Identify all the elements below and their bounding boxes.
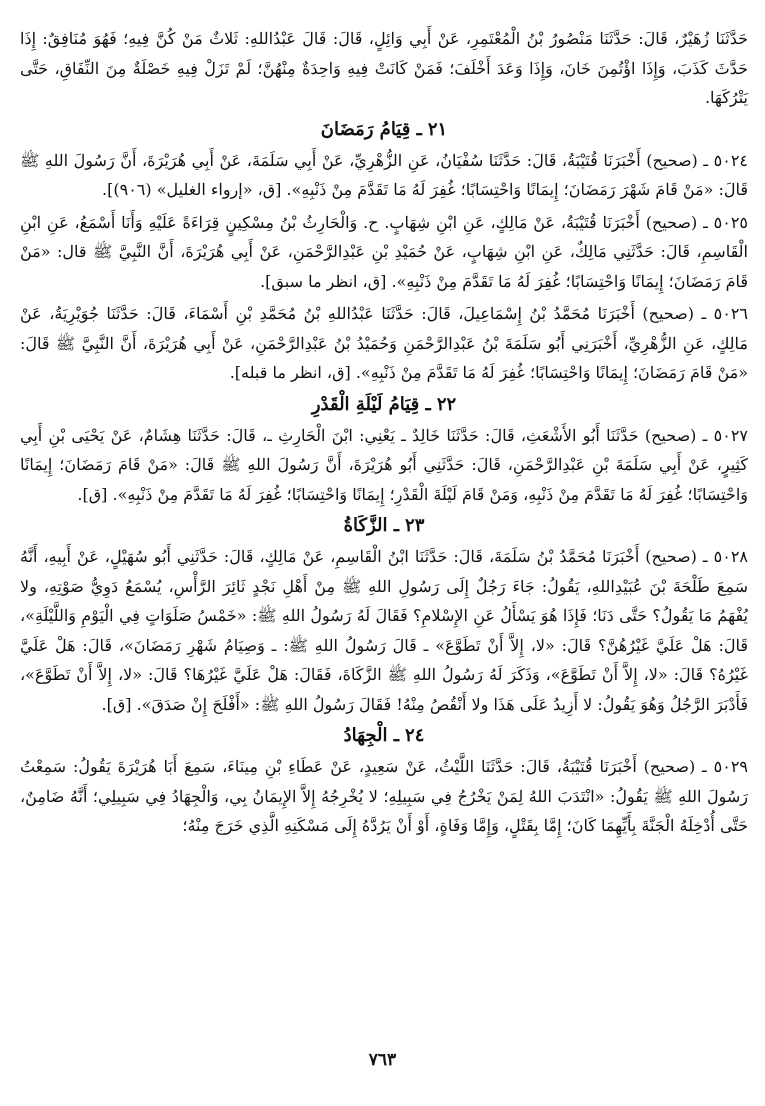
chapter-number: ٢٤: [405, 725, 425, 746]
chapter-heading-24: [20, 722, 748, 750]
hadith-5026: ٥٠٢٦ ـ (صحيح) أَخْبَرَنَا مُحَمَّدُ بْنُ إِسْمَاعِيلَ، قَالَ: حَدَّثَنَا عَبْدُاللهِ بْنُ مُحَمَّدِ بْنِ أَسْمَاءَ، قَالَ: حَدَّثَنَا جُوَيْرِيَةُ، عَنْ مَالِكٍ، عَنِ الزُّهْرِيِّ، أَخْبَرَنِي أَبُو سَلَمَةَ بْنُ عَبْدِالرَّحْمَنِ وَحُمَيْدُ بْنُ عَبْدِالرَّحْمَنِ، عَنْ أَبِي هُرَيْرَةَ، أَنَّ النَّبِيَّ ﷺ قَالَ: «مَنْ قَامَ رَمَضَانَ؛ إِيمَانًا وَاحْتِسَابًا؛ غُفِرَ لَهُ مَا تَقَدَّمَ مِنْ ذَنْبِهِ». [ق، انظر ما قبله].: [20, 304, 748, 382]
chapter-title: ـ قِيَامُ لَيْلَةِ الْقَدْرِ: [311, 393, 431, 415]
chapter-heading-23: [20, 512, 748, 540]
hadith-5028: ٥٠٢٨ ـ (صحيح) أَخْبَرَنَا مُحَمَّدُ بْنُ سَلَمَةَ، قَالَ: حَدَّثَنَا ابْنُ الْقَاسِمِ، عَنْ مَالِكٍ، قَالَ: حَدَّثَنِي أَبُو سُهَيْلٍ، عَنْ أَبِيهِ، أَنَّهُ سَمِعَ طَلْحَةَ بْنَ عُبَيْدِاللهِ، يَقُولُ: جَاءَ رَجُلٌ إِلَى رَسُولِ اللهِ ﷺ مِنْ أَهْلِ نَجْدٍ ثَائِرَ الرَّأْسِ، يُسْمَعُ دَوِيُّ صَوْتِهِ، ولا يُفْهَمُ مَا يَقُولُ؟ حَتَّى دَنَا؛ فَإِذَا هُوَ يَسْأَلُ عَنِ الإِسْلامِ؟ فَقَالَ لَهُ رَسُولُ اللهِ ﷺ: «خَمْسُ صَلَوَاتٍ فِي الْيَوْمِ وَاللَّيْلَةِ»، قَالَ: هَلْ عَلَيَّ غَيْرُهُنَّ؟ قَالَ: «لا، إِلاَّ أَنْ تَطَوَّعَ» ـ قَالَ رَسُولُ اللهِ ﷺ: ـ وَصِيَامُ شَهْرِ رَمَضَانَ»، قَالَ: هَلْ عَلَيَّ غَيْرُهُ؟ قَالَ: «لا، إِلاَّ أَنْ تَطَوَّعَ»، وَذَكَرَ لَهُ رَسُولُ اللهِ ﷺ الزَّكَاةَ، فَقَالَ: هَلْ عَلَيَّ غَيْرُهَا؟ قَالَ: «لا، إِلاَّ أَنْ تَطَوَّعَ»، فَأَدْبَرَ الرَّجُلُ وَهُوَ يَقُولُ: لا أَزِيدُ عَلَى هَذَا ولا أَنْقُصُ مِنْهُ! فَقَالَ رَسُولُ اللهِ ﷺ: «أَفْلَحَ إِنْ صَدَقَ». [ق].: [20, 547, 748, 714]
chapter-title: ـ قِيَامُ رَمَضَانَ: [320, 118, 422, 140]
chapter-title: ـ الْجِهَادُ: [343, 725, 400, 746]
chapter-number: ٢٢: [436, 393, 457, 415]
chapter-heading-22: [20, 391, 748, 419]
chapter-number: ٢١: [427, 118, 448, 140]
chapter-number: ٢٣: [405, 515, 425, 536]
hadith-5025: ٥٠٢٥ ـ (صحيح) أَخْبَرَنَا قُتَيْبَةُ، عَنْ مَالِكٍ، عَنِ ابْنِ شِهَابٍ. ح. وَالْحَارِثُ بْنُ مِسْكِينٍ قِرَاءَةً عَلَيْهِ وَأَنَا أَسْمَعُ، عَنِ ابْنِ الْقَاسِمِ، قَالَ: حَدَّثَنِي مَالِكٌ، عَنِ ابْنِ شِهَابٍ، عَنْ حُمَيْدِ بْنِ عَبْدِالرَّحْمَنِ، عَنْ أَبِي هُرَيْرَةَ، أَنَّ النَّبِيَّ ﷺ قال: «مَنْ قَامَ رَمَضَانَ؛ إِيمَانًا وَاحْتِسَابًا؛ غُفِرَ لَهُ مَا تَقَدَّمَ مِنْ ذَنْبِهِ». [ق، انظر ما سبق].: [20, 212, 749, 291]
book-page: [20, 24, 748, 1084]
hadith-continuation: حَدَّثَنَا زُهَيْرٌ، قَالَ: حَدَّثَنَا مَنْصُورُ بْنُ الْمُعْتَمِرِ، عَنْ أَبِي وَائِلٍ، قَالَ: قَالَ عَبْدُاللهِ: ثَلاثٌ مَنْ كُنَّ فِيهِ؛ فَهُوَ مُنَافِقٌ: إِذَا حَدَّثَ كَذَبَ، وَإِذَا اؤْتُمِنَ خَانَ، وَإِذَا وَعَدَ أَخْلَفَ؛ فَمَنْ كَانَتْ فِيهِ وَاحِدَةٌ مِنْهُنَّ؛ لَمْ تَزَلْ فِيهِ خَصْلَةٌ مِنَ النِّفَاقِ، حَتَّى يَتْرُكَهَا.: [20, 29, 748, 107]
chapter-title: ـ الزَّكَاةُ: [343, 515, 400, 536]
hadith-5029: ٥٠٢٩ ـ (صحيح) أَخْبَرَنَا قُتَيْبَةُ، قَالَ: حَدَّثَنَا اللَّيْثُ، عَنْ سَعِيدٍ، عَنْ عَطَاءِ بْنِ مِينَاءَ، سَمِعَ أَبَا هُرَيْرَةَ يَقُولُ: سَمِعْتُ رَسُولَ اللهِ ﷺ يَقُولُ: «انْتَدَبَ اللهُ لِمَنْ يَخْرُجُ فِي سَبِيلِهِ؛ لا يُخْرِجُهُ إِلاَّ الإِيمَانُ بِي، وَالْجِهَادُ فِي سَبِيلِي؛ أَنَّهُ ضَامِنٌ، حَتَّى أُدْخِلَهُ الْجَنَّةَ بِأَيِّهِمَا كَانَ؛ إِمَّا بِقَتْلٍ، وَإِمَّا وَفَاةٍ، أَوْ أَنْ يَرُدَّهُ إِلَى مَسْكَنِهِ الَّذِي خَرَجَ مِنْهُ؛: [20, 757, 748, 835]
hadith-5027: ٥٠٢٧ ـ (صحيح) حَدَّثَنَا أَبُو الأَشْعَثِ، قَالَ: حَدَّثَنَا خَالِدٌ ـ يَعْنِي: ابْنَ الْحَارِثِ ـ، قَالَ: حَدَّثَنَا هِشَامٌ، عَنْ يَحْيَى بْنِ أَبِي كَثِيرٍ، عَنْ أَبِي سَلَمَةَ بْنِ عَبْدِالرَّحْمَنِ، قَالَ: حَدَّثَنِي أَبُو هُرَيْرَةَ، أَنَّ رَسُولَ اللهِ ﷺ قَالَ: «مَنْ قَامَ رَمَضَانَ؛ إِيمَانًا وَاحْتِسَابًا؛ غُفِرَ لَهُ مَا تَقَدَّمَ مِنْ ذَنْبِهِ، وَمَنْ قَامَ لَيْلَةَ الْقَدْرِ؛ إِيمَانًا وَاحْتِسَابًا؛ غُفِرَ لَهُ مَا تَقَدَّمَ مِنْ ذَنْبِهِ». [ق].: [20, 425, 749, 504]
hadith-5024: ٥٠٢٤ ـ (صحيح) أَخْبَرَنَا قُتَيْبَةُ، قَالَ: حَدَّثَنَا سُفْيَانُ، عَنِ الزُّهْرِيِّ، عَنْ أَبِي سَلَمَةَ، عَنْ أَبِي هُرَيْرَةَ، أَنَّ رَسُولَ اللهِ ﷺ قَالَ: «مَنْ قَامَ شَهْرَ رَمَضَانَ؛ إِيمَانًا وَاحْتِسَابًا؛ غُفِرَ لَهُ مَا تَقَدَّمَ مِنْ ذَنْبِهِ». [ق، «إرواء الغليل» (٩٠٦)].: [20, 150, 748, 199]
page-number: ٧٦٣: [368, 1050, 397, 1070]
chapter-heading-21: [20, 116, 748, 144]
